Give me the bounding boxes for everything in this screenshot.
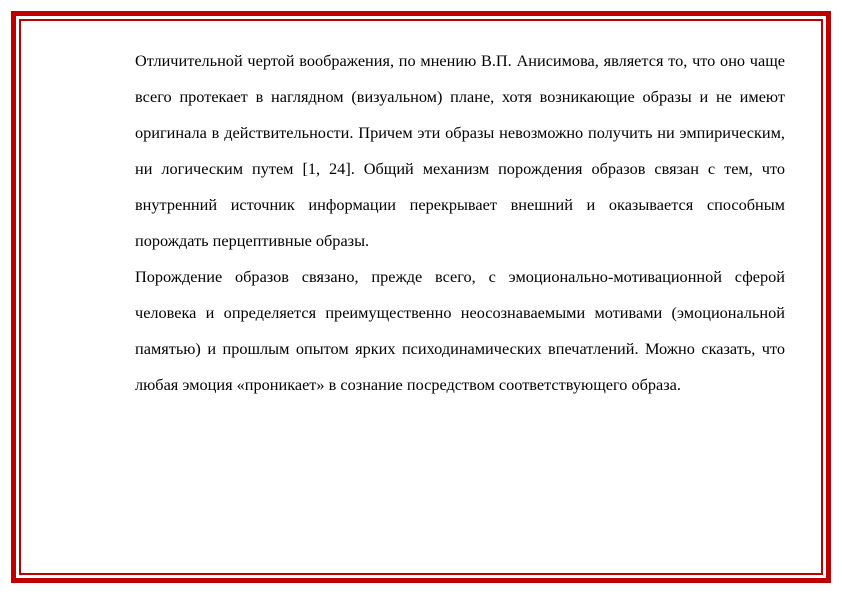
body-text	[135, 43, 785, 403]
paragraph-1: Отличительной чертой воображения, по мнению В.П. Анисимова, является то, что оно чаще всего протекает в наглядном (визуальном) плане, хотя возникающие образы и не имеют оригинала в действительности. Причем эти образы невозможно получить ни эмпирическим, ни логическим путем [1, 24]. Общий механизм порождения образов связан с тем, что внутренний источник информации перекрывает внешний и оказывается способным порождать перцептивные образы.	[135, 51, 785, 250]
paragraph-2: Порождение образов связано, прежде всего, с эмоционально-мотивационной сферой человека и определяется преимущественно неосознаваемыми мотивами (эмоциональной памятью) и прошлым опытом ярких психодинамических впечатлений. Можно сказать, что любая эмоция «проникает» в сознание посредством соответствующего образа.	[135, 267, 785, 394]
